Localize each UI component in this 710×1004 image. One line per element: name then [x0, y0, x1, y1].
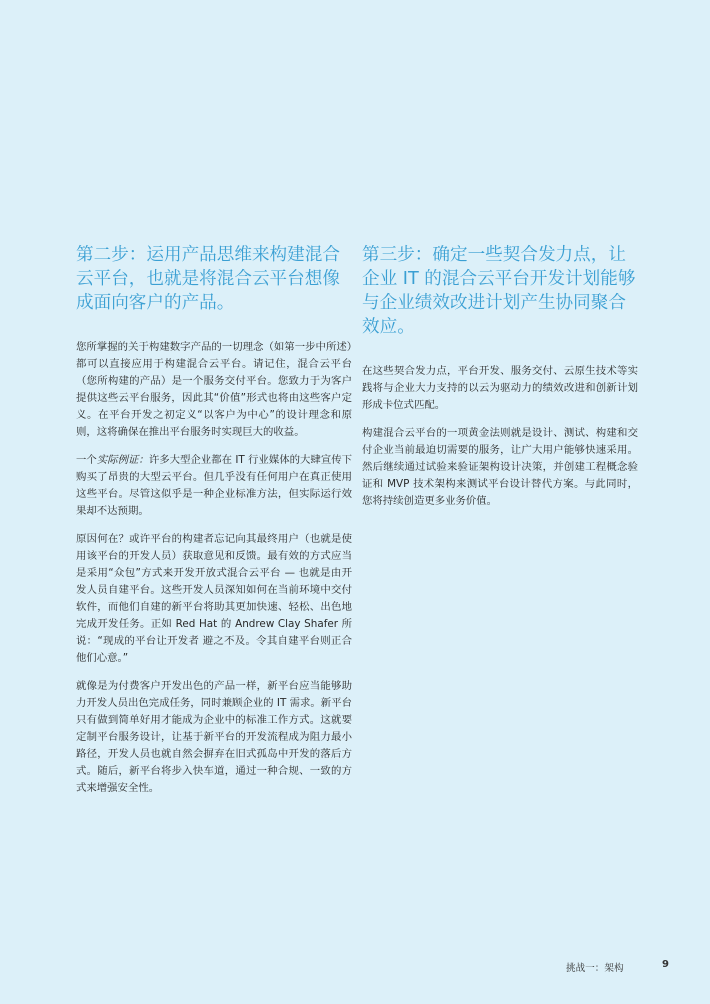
step-three-paragraph-2: 构建混合云平台的一项黄金法则就是设计、测试、构建和交付企业当前最迫切需要的服务，让广大用户能够快速采用。然后继续通过试验来验证架构设计决策，并创建工程概念验证和 MVP 技术架构来测试平台设计替代方案。与此同时，您将持续创造更多业务价值。 [362, 427, 638, 507]
left-column [76, 243, 352, 808]
step-two-paragraph-1: 您所掌握的关于构建数字产品的一切理念（如第一步中所述）都可以直接应用于构建混合云平台。请记住，混合云平台（您所构建的产品）是一个服务交付平台。您致力于为客户提供这些云平台服务，因此其“价值”形式也将由这些客户定义。在平台开发之初定义“以客户为中心”的设计理念和原则，这将确保在推出平台服务时实现巨大的收益。 [76, 341, 352, 438]
right-column [362, 243, 638, 521]
example-text: 许多大型企业都在 IT 行业媒体的大肆宣传下购买了昂贵的大型云平台。但几乎没有任何用户在真正使用这些平台。尽管这似乎是一种企业标准方法，但实际运行效果却不达预期。 [76, 454, 353, 517]
page-number: 9 [662, 959, 669, 970]
example-lead: 一个 [76, 454, 97, 466]
example-label: 实际例证： [96, 454, 149, 466]
step-two-paragraph-2 [76, 452, 352, 520]
step-three-heading: 第三步：确定一些契合发力点，让企业 IT 的混合云平台开发计划能够与企业绩效改进计划产生协同聚合效应。 [362, 245, 636, 337]
footer-section-label: 挑战一：架构 [566, 963, 624, 974]
step-two-paragraph-3: 原因何在？或许平台的构建者忘记向其最终用户（也就是使用该平台的开发人员）获取意见和反馈。最有效的方式应当是采用“众包”方式来开发开放式混合云平台 — 也就是由开发人员自建平台。这些开发人员深知如何在当前环境中交付软件，而他们自建的新平台将助其更加快速、轻松、出色地完成开发任务。正如 Red Hat 的 Andrew Clay Shafer 所说：“现成的平台让开发者 避之不及。令其自建平台则正合他们心意。” [76, 533, 352, 664]
step-two-heading: 第二步：运用产品思维来构建混合云平台，也就是将混合云平台想像成面向客户的产品。 [76, 245, 340, 313]
step-three-paragraph-1: 在这些契合发力点，平台开发、服务交付、云原生技术等实践将与企业大力支持的以云为驱动力的绩效改进和创新计划形成卡位式匹配。 [362, 365, 638, 411]
step-two-paragraph-4: 就像是为付费客户开发出色的产品一样，新平台应当能够助力开发人员出色完成任务，同时兼顾企业的 IT 需求。新平台只有做到简单好用才能成为企业中的标准工作方式。这就要定制平台服务设计，让基于新平台的开发流程成为阻力最小路径，开发人员也就自然会摒弃在旧式孤岛中开发的落后方式。随后，新平台将步入快车道，通过一种合规、一致的方式来增强安全性。 [76, 680, 352, 794]
